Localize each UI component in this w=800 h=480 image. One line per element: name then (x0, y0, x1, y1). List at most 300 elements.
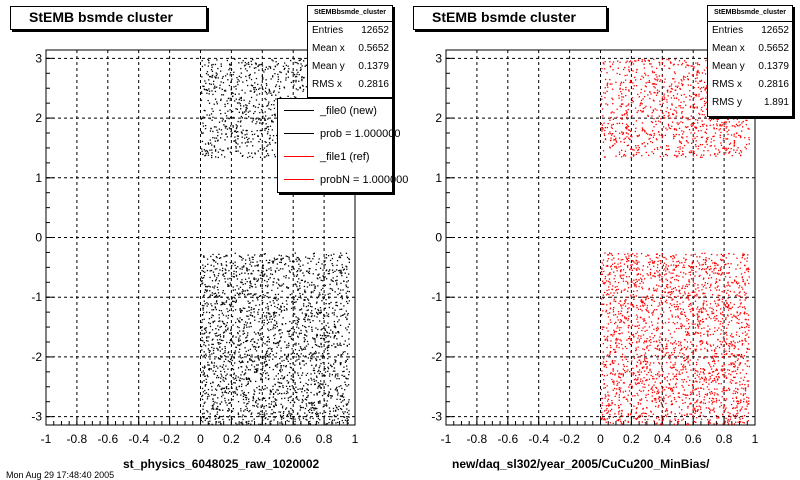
scatter-point (743, 358, 744, 359)
scatter-point (279, 314, 280, 315)
scatter-point (258, 364, 259, 365)
scatter-point (747, 333, 748, 334)
scatter-point (320, 268, 321, 269)
scatter-point (306, 415, 307, 416)
scatter-point (275, 325, 276, 326)
scatter-point (233, 392, 234, 393)
scatter-point (241, 319, 242, 320)
scatter-point (286, 345, 287, 346)
scatter-point (344, 351, 345, 352)
scatter-point (214, 402, 215, 403)
scatter-point (246, 80, 247, 81)
scatter-point (249, 264, 250, 265)
scatter-point (276, 84, 277, 85)
scatter-point (275, 95, 276, 96)
scatter-point (675, 358, 676, 359)
scatter-point (251, 359, 252, 360)
scatter-point (647, 273, 648, 274)
scatter-point (206, 73, 207, 74)
scatter-point (263, 408, 264, 409)
scatter-point (347, 353, 348, 354)
scatter-point (745, 387, 746, 388)
scatter-point (246, 327, 247, 328)
scatter-point (268, 309, 269, 310)
scatter-point (316, 352, 317, 353)
scatter-point (340, 343, 341, 344)
scatter-point (244, 392, 245, 393)
scatter-point (311, 285, 312, 286)
scatter-point (293, 377, 294, 378)
scatter-point (231, 65, 232, 66)
scatter-point (612, 264, 613, 265)
scatter-point (245, 422, 246, 423)
scatter-point (260, 120, 261, 121)
scatter-point (341, 296, 342, 297)
scatter-point (251, 265, 252, 266)
scatter-point (329, 269, 330, 270)
scatter-point (264, 398, 265, 399)
scatter-point (262, 79, 263, 80)
scatter-point (323, 298, 324, 299)
scatter-point (604, 292, 605, 293)
y-tick-label: -3 (31, 409, 42, 424)
scatter-point (237, 318, 238, 319)
scatter-point (333, 408, 334, 409)
scatter-point (217, 140, 218, 141)
scatter-point (299, 285, 300, 286)
scatter-point (621, 422, 622, 423)
scatter-point (241, 422, 242, 423)
scatter-point (288, 257, 289, 258)
scatter-point (734, 423, 735, 424)
scatter-point (668, 388, 669, 389)
scatter-point (238, 376, 239, 377)
scatter-point (225, 281, 226, 282)
scatter-point (206, 93, 207, 94)
scatter-point (306, 345, 307, 346)
scatter-point (302, 65, 303, 66)
scatter-point (286, 386, 287, 387)
scatter-point (252, 344, 253, 345)
scatter-point (338, 319, 339, 320)
scatter-point (205, 83, 206, 84)
scatter-point (723, 423, 724, 424)
scatter-point (290, 408, 291, 409)
scatter-point (292, 373, 293, 374)
scatter-point (273, 300, 274, 301)
scatter-point (301, 333, 302, 334)
scatter-point (731, 364, 732, 365)
scatter-point (210, 323, 211, 324)
scatter-point (242, 267, 243, 268)
scatter-point (212, 67, 213, 68)
scatter-point (225, 269, 226, 270)
scatter-point (203, 86, 204, 87)
scatter-point (309, 423, 310, 424)
scatter-point (241, 279, 242, 280)
scatter-point (201, 372, 202, 373)
scatter-point (620, 377, 621, 378)
scatter-point (311, 407, 312, 408)
scatter-point (699, 406, 700, 407)
scatter-point (215, 333, 216, 334)
scatter-point (699, 356, 700, 357)
scatter-point (346, 378, 347, 379)
scatter-point (274, 114, 275, 115)
scatter-point (207, 398, 208, 399)
scatter-point (699, 276, 700, 277)
scatter-point (232, 360, 233, 361)
scatter-point (745, 293, 746, 294)
scatter-point (732, 371, 733, 372)
scatter-point (273, 135, 274, 136)
scatter-point (657, 373, 658, 374)
scatter-point (260, 318, 261, 319)
scatter-point (691, 266, 692, 267)
scatter-point (263, 336, 264, 337)
scatter-point (247, 290, 248, 291)
scatter-point (208, 394, 209, 395)
scatter-point (227, 278, 228, 279)
scatter-point (348, 280, 349, 281)
scatter-point (203, 380, 204, 381)
scatter-point (687, 297, 688, 298)
scatter-point (632, 368, 633, 369)
scatter-point (215, 262, 216, 263)
scatter-point (214, 287, 215, 288)
scatter-point (203, 295, 204, 296)
scatter-point (272, 328, 273, 329)
scatter-point (237, 293, 238, 294)
scatter-point (210, 76, 211, 77)
scatter-point (262, 275, 263, 276)
scatter-point (306, 335, 307, 336)
scatter-point (287, 392, 288, 393)
scatter-point (273, 401, 274, 402)
scatter-point (212, 131, 213, 132)
scatter-point (244, 373, 245, 374)
scatter-point (298, 321, 299, 322)
scatter-point (653, 341, 654, 342)
scatter-point (607, 400, 608, 401)
scatter-point (601, 412, 602, 413)
scatter-point (274, 317, 275, 318)
scatter-point (214, 274, 215, 275)
scatter-point (303, 86, 304, 87)
scatter-point (628, 307, 629, 308)
scatter-point (297, 389, 298, 390)
scatter-point (301, 407, 302, 408)
scatter-point (250, 424, 251, 425)
scatter-point (643, 366, 644, 367)
scatter-point (264, 157, 265, 158)
scatter-point (259, 389, 260, 390)
scatter-point (272, 60, 273, 61)
scatter-point (219, 87, 220, 88)
scatter-point (626, 366, 627, 367)
scatter-point (342, 411, 343, 412)
scatter-point (676, 383, 677, 384)
scatter-point (654, 335, 655, 336)
scatter-point (260, 333, 261, 334)
scatter-point (206, 302, 207, 303)
scatter-point (621, 321, 622, 322)
scatter-point (746, 352, 747, 353)
scatter-point (291, 328, 292, 329)
scatter-point (330, 302, 331, 303)
scatter-point (242, 291, 243, 292)
scatter-point (708, 278, 709, 279)
scatter-point (636, 365, 637, 366)
scatter-point (230, 284, 231, 285)
scatter-point (211, 317, 212, 318)
scatter-point (346, 310, 347, 311)
scatter-point (226, 133, 227, 134)
scatter-point (335, 405, 336, 406)
scatter-point (203, 391, 204, 392)
scatter-point (745, 393, 746, 394)
scatter-point (201, 148, 202, 149)
scatter-point (682, 369, 683, 370)
scatter-point (213, 350, 214, 351)
scatter-point (291, 418, 292, 419)
scatter-point (258, 141, 259, 142)
scatter-point (646, 330, 647, 331)
scatter-point (248, 301, 249, 302)
scatter-point (643, 412, 644, 413)
scatter-point (234, 353, 235, 354)
scatter-point (317, 393, 318, 394)
scatter-point (636, 253, 637, 254)
scatter-point (669, 387, 670, 388)
scatter-point (238, 136, 239, 137)
scatter-point (288, 68, 289, 69)
scatter-point (305, 356, 306, 357)
scatter-point (684, 347, 685, 348)
scatter-point (242, 269, 243, 270)
scatter-point (289, 411, 290, 412)
scatter-point (733, 414, 734, 415)
scatter-point (223, 314, 224, 315)
scatter-point (269, 354, 270, 355)
scatter-point (296, 62, 297, 63)
scatter-point (280, 81, 281, 82)
scatter-point (628, 413, 629, 414)
scatter-point (204, 367, 205, 368)
scatter-point (618, 420, 619, 421)
scatter-point (288, 287, 289, 288)
scatter-point (224, 381, 225, 382)
scatter-point (684, 339, 685, 340)
scatter-point (277, 258, 278, 259)
scatter-point (688, 328, 689, 329)
scatter-point (241, 366, 242, 367)
scatter-point (309, 421, 310, 422)
scatter-point (276, 321, 277, 322)
scatter-point (243, 265, 244, 266)
scatter-point (624, 382, 625, 383)
scatter-point (244, 347, 245, 348)
scatter-point (251, 309, 252, 310)
scatter-point (234, 131, 235, 132)
scatter-point (223, 119, 224, 120)
scatter-point (274, 320, 275, 321)
scatter-point (210, 143, 211, 144)
scatter-point (211, 347, 212, 348)
scatter-point (624, 254, 625, 255)
scatter-point (737, 342, 738, 343)
scatter-point (728, 305, 729, 306)
scatter-point (676, 279, 677, 280)
scatter-point (270, 144, 271, 145)
scatter-point (320, 313, 321, 314)
scatter-point (287, 420, 288, 421)
scatter-point (665, 340, 666, 341)
scatter-point (275, 315, 276, 316)
scatter-point (702, 268, 703, 269)
scatter-point (279, 393, 280, 394)
scatter-point (230, 148, 231, 149)
scatter-point (716, 254, 717, 255)
scatter-point (701, 328, 702, 329)
scatter-point (643, 361, 644, 362)
scatter-point (658, 306, 659, 307)
scatter-point (235, 382, 236, 383)
scatter-point (221, 326, 222, 327)
scatter-point (618, 405, 619, 406)
scatter-point (674, 418, 675, 419)
scatter-point (725, 421, 726, 422)
scatter-point (347, 412, 348, 413)
scatter-point (307, 286, 308, 287)
scatter-point (238, 121, 239, 122)
scatter-point (255, 333, 256, 334)
scatter-point (279, 358, 280, 359)
scatter-point (292, 385, 293, 386)
scatter-point (281, 417, 282, 418)
scatter-point (252, 315, 253, 316)
scatter-point (256, 94, 257, 95)
scatter-point (621, 308, 622, 309)
scatter-point (270, 391, 271, 392)
scatter-point (233, 396, 234, 397)
scatter-point (280, 367, 281, 368)
scatter-point (280, 371, 281, 372)
scatter-point (315, 286, 316, 287)
scatter-point (204, 319, 205, 320)
scatter-point (241, 273, 242, 274)
scatter-point (721, 353, 722, 354)
scatter-point (268, 308, 269, 309)
scatter-point (267, 93, 268, 94)
scatter-point (215, 419, 216, 420)
scatter-point (230, 98, 231, 99)
scatter-point (254, 361, 255, 362)
scatter-point (318, 386, 319, 387)
scatter-point (267, 372, 268, 373)
scatter-point (630, 403, 631, 404)
scatter-point (212, 405, 213, 406)
scatter-point (255, 123, 256, 124)
scatter-point (237, 344, 238, 345)
scatter-point (240, 98, 241, 99)
scatter-point (217, 135, 218, 136)
scatter-point (256, 387, 257, 388)
scatter-point (320, 363, 321, 364)
scatter-point (224, 352, 225, 353)
scatter-point (609, 312, 610, 313)
scatter-point (306, 392, 307, 393)
scatter-point (661, 302, 662, 303)
scatter-point (705, 264, 706, 265)
y-tick-label: 1 (435, 170, 442, 185)
scatter-point (297, 72, 298, 73)
scatter-point (215, 268, 216, 269)
scatter-point (733, 345, 734, 346)
scatter-point (633, 356, 634, 357)
scatter-point (689, 304, 690, 305)
scatter-point (247, 410, 248, 411)
scatter-point (221, 396, 222, 397)
scatter-point (201, 346, 202, 347)
scatter-point (721, 405, 722, 406)
scatter-point (728, 412, 729, 413)
scatter-point (285, 323, 286, 324)
scatter-point (227, 60, 228, 61)
scatter-point (206, 89, 207, 90)
scatter-point (339, 344, 340, 345)
scatter-point (318, 382, 319, 383)
scatter-point (238, 338, 239, 339)
scatter-point (254, 391, 255, 392)
scatter-point (737, 367, 738, 368)
scatter-point (302, 360, 303, 361)
scatter-point (310, 378, 311, 379)
scatter-point (655, 398, 656, 399)
y-tick-label: 3 (435, 51, 442, 66)
scatter-point (739, 341, 740, 342)
scatter-point (265, 373, 266, 374)
scatter-point (259, 304, 260, 305)
scatter-point (280, 378, 281, 379)
scatter-point (345, 284, 346, 285)
scatter-point (209, 150, 210, 151)
scatter-point (231, 381, 232, 382)
scatter-point (221, 81, 222, 82)
scatter-point (219, 122, 220, 123)
scatter-point (268, 375, 269, 376)
scatter-point (247, 384, 248, 385)
scatter-point (266, 317, 267, 318)
scatter-point (218, 384, 219, 385)
scatter-point (224, 331, 225, 332)
scatter-point (726, 272, 727, 273)
scatter-point (682, 353, 683, 354)
scatter-point (739, 313, 740, 314)
scatter-point (330, 260, 331, 261)
scatter-point (318, 296, 319, 297)
scatter-point (695, 271, 696, 272)
scatter-point (682, 325, 683, 326)
scatter-point (687, 295, 688, 296)
scatter-point (661, 307, 662, 308)
scatter-point (345, 273, 346, 274)
scatter-point (603, 259, 604, 260)
scatter-point (733, 341, 734, 342)
scatter-point (678, 419, 679, 420)
scatter-point (243, 328, 244, 329)
scatter-point (300, 405, 301, 406)
